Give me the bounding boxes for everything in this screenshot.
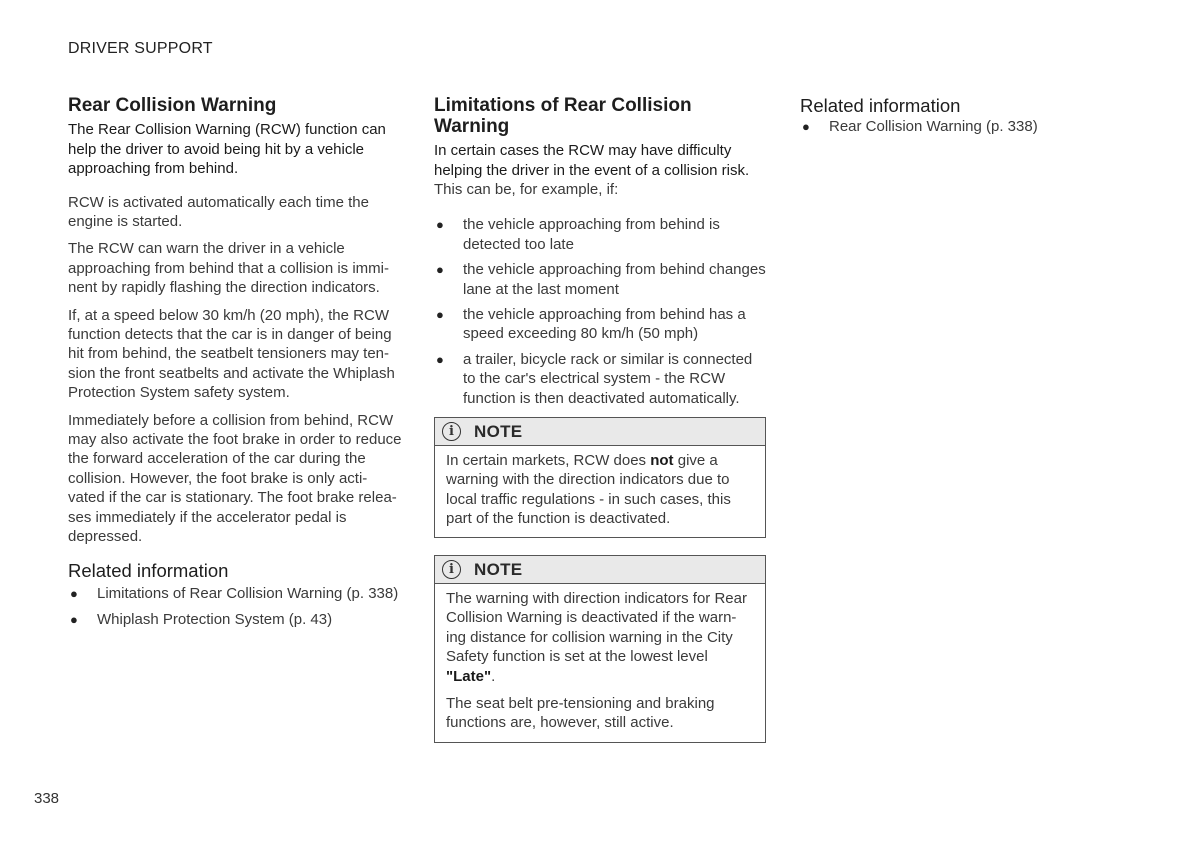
list-item-text: the vehicle approaching from behind changes lane at the last moment — [463, 261, 766, 298]
note-text — [446, 451, 754, 529]
note-header — [435, 418, 765, 446]
info-icon: i — [442, 560, 461, 579]
note-body — [435, 584, 765, 733]
intro-paragraph: In certain cases the RCW may have difficulty helping the driver in the event of a collision risk. — [434, 142, 750, 179]
note-text-part: The warning with direction indicators for Rear Collision Warning is deactivated if the warn-ing distance for collision warning in the City Safety function is set at the lowest level — [446, 590, 747, 666]
body-paragraph: The RCW can warn the driver in a vehicle approaching from behind that a collision is immi-nent by rapidly flashing the direction indicators. — [68, 240, 389, 297]
list-item — [434, 215, 766, 254]
page-header-section: DRIVER SUPPORT — [68, 40, 213, 57]
note-text-bold: not — [650, 452, 674, 469]
note-box-direction-indicators — [434, 555, 766, 743]
note-body — [435, 446, 765, 529]
limitations-list — [434, 215, 766, 408]
note-text-part: In certain markets, RCW does — [446, 452, 651, 469]
list-item-text: a trailer, bicycle rack or similar is connected to the car's electrical system - the RCW function is then deactivated automatically. — [463, 350, 753, 407]
note-title: NOTE — [474, 422, 523, 441]
list-item — [434, 260, 766, 299]
section-title: Rear Collision Warning — [68, 95, 277, 116]
related-information-list — [68, 584, 403, 629]
body-paragraph: Immediately before a collision from behind, RCW may also activate the foot brake in order to reduce the forward acceleration of the car during the collision. However, the foot brake is only acti-vated if the car is stationary. The foot brake relea-ses immediately if the accelerator pedal is depressed. — [68, 411, 402, 545]
column-related-information — [800, 95, 1130, 142]
page-number: 338 — [34, 790, 60, 807]
intro-paragraph: The Rear Collision Warning (RCW) function can help the driver to avoid being hit by a vehicle approaching from behind. — [68, 121, 386, 177]
related-link-whiplash[interactable] — [68, 610, 403, 629]
lead-paragraph: This can be, for example, if: — [434, 181, 619, 198]
list-item — [434, 350, 766, 408]
note-box-markets — [434, 417, 766, 538]
related-information-heading: Related information — [800, 95, 961, 116]
related-information-list — [800, 117, 1130, 136]
bullet-icon: ● — [70, 586, 78, 602]
related-link-rear-collision-warning[interactable] — [800, 117, 1130, 136]
info-icon: i — [442, 422, 461, 441]
bullet-icon: ● — [70, 611, 78, 627]
related-link-text[interactable]: Rear Collision Warning (p. 338) — [829, 118, 1038, 135]
column-rear-collision-warning — [68, 95, 403, 635]
section-title: Limitations of Rear Collision Warning — [434, 95, 692, 137]
list-item — [434, 305, 766, 344]
note-text-part: give a warning with the direction indicators due to local traffic regulations - in such cases, this part of the function is deactivated. — [446, 452, 731, 528]
column-limitations — [434, 95, 766, 414]
bullet-icon: ● — [436, 217, 444, 233]
bullet-icon: ● — [436, 262, 444, 278]
note-header — [435, 556, 765, 584]
bullet-icon: ● — [436, 351, 444, 367]
bullet-icon: ● — [436, 307, 444, 323]
body-paragraph: RCW is activated automatically each time the engine is started. — [68, 193, 369, 230]
related-information-heading: Related information — [68, 560, 229, 582]
note-text-part: . — [491, 667, 496, 685]
list-item-text: the vehicle approaching from behind has a speed exceeding 80 km/h (50 mph) — [463, 306, 746, 343]
body-paragraph: If, at a speed below 30 km/h (20 mph), the RCW function detects that the car is in danger of being hit from behind, the seatbelt tensioners may ten-sion the front seatbelts and activate the Whiplash Protection System safety system. — [68, 306, 395, 402]
related-link-text[interactable]: Limitations of Rear Collision Warning (p. 338) — [97, 585, 399, 603]
note-text-secondary: The seat belt pre-tensioning and braking functions are, however, still active. — [446, 695, 715, 732]
note-text — [446, 589, 754, 686]
bullet-icon: ● — [802, 119, 810, 134]
note-title: NOTE — [474, 560, 523, 579]
related-link-limitations[interactable] — [68, 584, 403, 603]
related-link-text[interactable]: Whiplash Protection System (p. 43) — [97, 610, 333, 628]
note-text-bold: "Late" — [446, 667, 492, 685]
list-item-text: the vehicle approaching from behind is detected too late — [463, 216, 720, 253]
